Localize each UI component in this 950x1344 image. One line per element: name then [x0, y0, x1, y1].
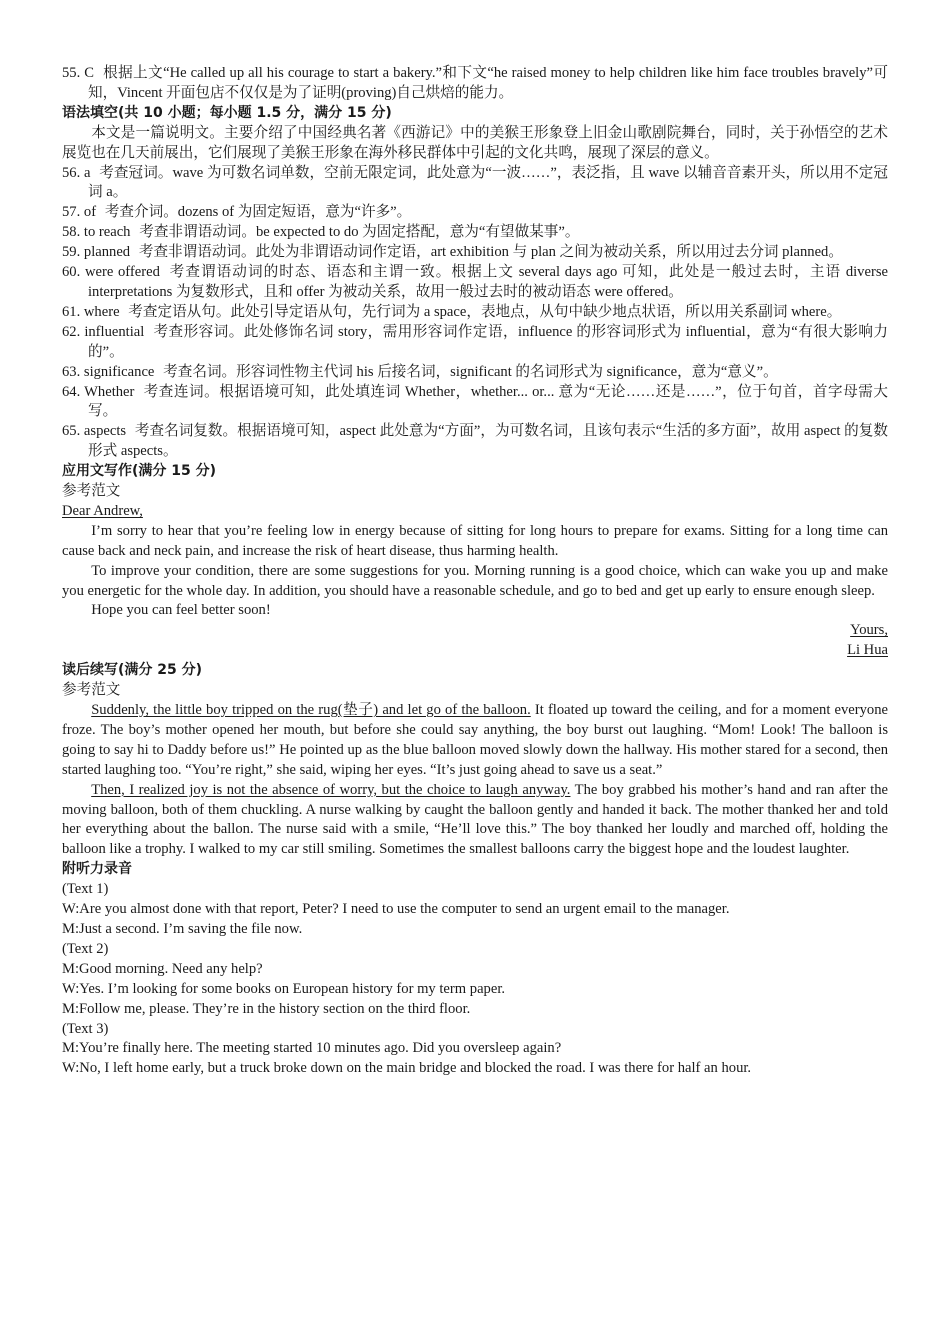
answer-explanation: 考查谓语动词的时态、语态和主谓一致。根据上文 several days ago 可知，此处是一般过去时，主语 diverse interpretations 为复数形式，且和 offer 为被动关系，故用一般过去时的被动语态 were offered。	[88, 264, 888, 300]
answer-number: 63. significance	[62, 363, 155, 380]
dialogue-line	[62, 1039, 888, 1059]
grammar-section-heading: 语法填空(共 10 小题；每小题 1.5 分，满分 15 分)	[62, 104, 392, 121]
answer-explanation: 考查非谓语动词。be expected to do 为固定搭配，意为“有望做某事”。	[139, 224, 580, 241]
answer-number: 57. of	[62, 204, 97, 221]
given-opening-sentence: Then, I realized joy is not the absence of worry, but the choice to laugh anyway.	[91, 781, 571, 798]
speaker-label: M:	[62, 960, 80, 977]
answer-explanation: 考查冠词。wave 为可数名词单数，空前无限定词，此处意为“一波……”，表泛指，且 wave 以辅音音素开头，所以用不定冠词 a。	[88, 164, 888, 201]
answer-61	[62, 303, 888, 323]
answer-65	[62, 422, 888, 462]
paragraph-body: The boy grabbed his mother’s hand and ran after the moving balloon, both of them chuckling. A nurse walking by caught the balloon gently and handed it back. The mother thanked her and told her everything about the ballon. The nurse said with a smile, “He’ll love this.” The boy thanked her loudly and marched off, holding the balloon like a trophy. I walked to my car still smiling. Sometimes the smallest balloons carry the biggest hope and the loudest laughter.	[62, 781, 888, 858]
speaker-label: W:	[62, 980, 80, 997]
speaker-label: W:	[62, 1060, 80, 1077]
dialogue-text: Follow me, please. They’re in the history section on the third floor.	[79, 1000, 471, 1017]
text-label: (Text 1)	[62, 881, 109, 898]
answer-explanation: 根据上文“He called up all his courage to start a bakery.”和下文“he raised money to help children like him face troubles bravely”可知，Vincent 开面包店不仅仅是为了证明(proving)自己烘焙的能力。	[88, 65, 888, 101]
letter-closing-text: Yours,	[850, 622, 888, 639]
letter-greeting	[62, 502, 888, 522]
answer-explanation: 考查介词。dozens of 为固定短语，意为“许多”。	[104, 204, 412, 221]
answer-55	[62, 64, 888, 104]
answer-explanation: 考查形容词。此处修饰名词 story，需用形容词作定语，influence 的形容词形式为 influential，意为“有很大影响力的”。	[88, 323, 888, 360]
dialogue-text: You’re finally here. The meeting started 10 minutes ago. Did you oversleep again?	[79, 1040, 562, 1057]
continuation-sample-label: 参考范文	[62, 682, 121, 699]
given-opening-sentence: Suddenly, the little boy tripped on the rug(垫子) and let go of the balloon.	[91, 702, 531, 718]
text-label: (Text 3)	[62, 1020, 109, 1037]
answer-number: 59. planned	[62, 244, 131, 261]
letter-paragraph: Hope you can feel better soon!	[91, 602, 271, 619]
answer-explanation: 考查定语从句。此处引导定语从句，先行词为 a space，表地点，从句中缺少地点状语，所以用关系副词 where。	[128, 303, 842, 320]
dialogue-text: No, I left home early, but a truck broke down on the main bridge and blocked the road. I was there for half an hour.	[79, 1060, 752, 1077]
letter-paragraph: To improve your condition, there are some suggestions for you. Morning running is a good choice, which can wake you up and make you energetic for the whole day. In addition, you should have a reasonable schedule, and go to bed and get up early to ensure enough sleep.	[62, 562, 888, 599]
answer-60	[62, 263, 888, 303]
answer-number: 64. Whether	[62, 383, 135, 400]
text-label: (Text 2)	[62, 940, 109, 957]
answer-number: 62. influential	[62, 323, 145, 340]
answer-number: 55. C	[62, 65, 95, 81]
dialogue-line	[62, 1059, 888, 1079]
letter-paragraph: I’m sorry to hear that you’re feeling low in energy because of sitting for long hours to prepare for exams. Sitting for a long time can cause back and neck pain, and increase the risk of heart disease, thus harming health.	[62, 522, 888, 559]
writing-section-heading: 应用文写作(满分 15 分)	[62, 463, 217, 480]
dialogue-text: Yes. I’m looking for some books on European history for my term paper.	[79, 980, 506, 997]
listening-section-heading: 附听力录音	[62, 861, 132, 878]
speaker-label: M:	[62, 1040, 80, 1057]
paragraph-body: It floated up toward the ceiling, and for a moment everyone froze. The boy’s mother opened her mouth, but before she could say anything, the boy burst out laughing. “Mom! Look! The balloon is going to say hi to Daddy before us!” He pointed up as the blue balloon moved slowly down the hallway. His mother stared for a second, then started laughing too. “You’re right,” she said, wiping her eyes. “It’s just going ahead to save us a seat.”	[62, 702, 889, 778]
speaker-label: M:	[62, 920, 80, 937]
answer-explanation: 考查名词。形容词性物主代词 his 后接名词，significant 的名词形式为 significance，意为“意义”。	[163, 363, 778, 380]
letter-signature	[62, 641, 888, 661]
answer-number: 61. where	[62, 303, 120, 320]
answer-62	[62, 323, 888, 363]
speaker-label: M:	[62, 1000, 80, 1017]
answer-explanation: 考查名词复数。根据语境可知，aspect 此处意为“方面”，为可数名词，且该句表示“生活的多方面”，故用 aspect 的复数形式 aspects。	[88, 423, 888, 460]
continuation-paragraph-2	[62, 781, 888, 861]
dialogue-text: Are you almost done with that report, Peter? I need to use the computer to send an urgent email to the manager.	[79, 901, 730, 918]
answer-number: 65. aspects	[62, 423, 127, 440]
answer-57	[62, 203, 888, 223]
dialogue-text: Just a second. I’m saving the file now.	[79, 920, 303, 937]
answer-number: 58. to reach	[62, 224, 131, 241]
answer-64	[62, 383, 888, 423]
dialogue-line	[62, 960, 888, 980]
dialogue-line	[62, 980, 888, 1000]
answer-number: 60. were offered	[62, 264, 160, 281]
speaker-label: W:	[62, 901, 80, 918]
dialogue-line	[62, 920, 888, 940]
answer-explanation: 考查连词。根据语境可知，此处填连词 Whether，whether... or... 意为“无论……还是……”，位于句首，首字母需大写。	[88, 383, 888, 420]
dialogue-line	[62, 900, 888, 920]
continuation-paragraph-1	[62, 701, 888, 781]
answer-56	[62, 164, 888, 204]
dialogue-line	[62, 1000, 888, 1020]
answer-explanation: 考查非谓语动词。此处为非谓语动词作定语，art exhibition 与 plan 之间为被动关系，所以用过去分词 planned。	[138, 244, 843, 261]
answer-59	[62, 243, 888, 263]
grammar-intro: 本文是一篇说明文。主要介绍了中国经典名著《西游记》中的美猴王形象登上旧金山歌剧院舞台，同时，关于孙悟空的艺术展览也在几天前展出，它们展现了美猴王形象在海外移民群体中引起的文化共鸣，展现了深层的意义。	[62, 124, 888, 161]
answer-63	[62, 363, 888, 383]
answer-58	[62, 223, 888, 243]
writing-sample-label: 参考范文	[62, 483, 121, 500]
dialogue-text: Good morning. Need any help?	[79, 960, 263, 977]
letter-signature-text: Li Hua	[847, 642, 888, 659]
answer-number: 56. a	[62, 164, 91, 181]
letter-greeting-text: Dear Andrew,	[62, 502, 143, 519]
letter-closing	[62, 621, 888, 641]
answer-page	[62, 64, 888, 1079]
continuation-section-heading: 读后续写(满分 25 分)	[62, 662, 203, 679]
